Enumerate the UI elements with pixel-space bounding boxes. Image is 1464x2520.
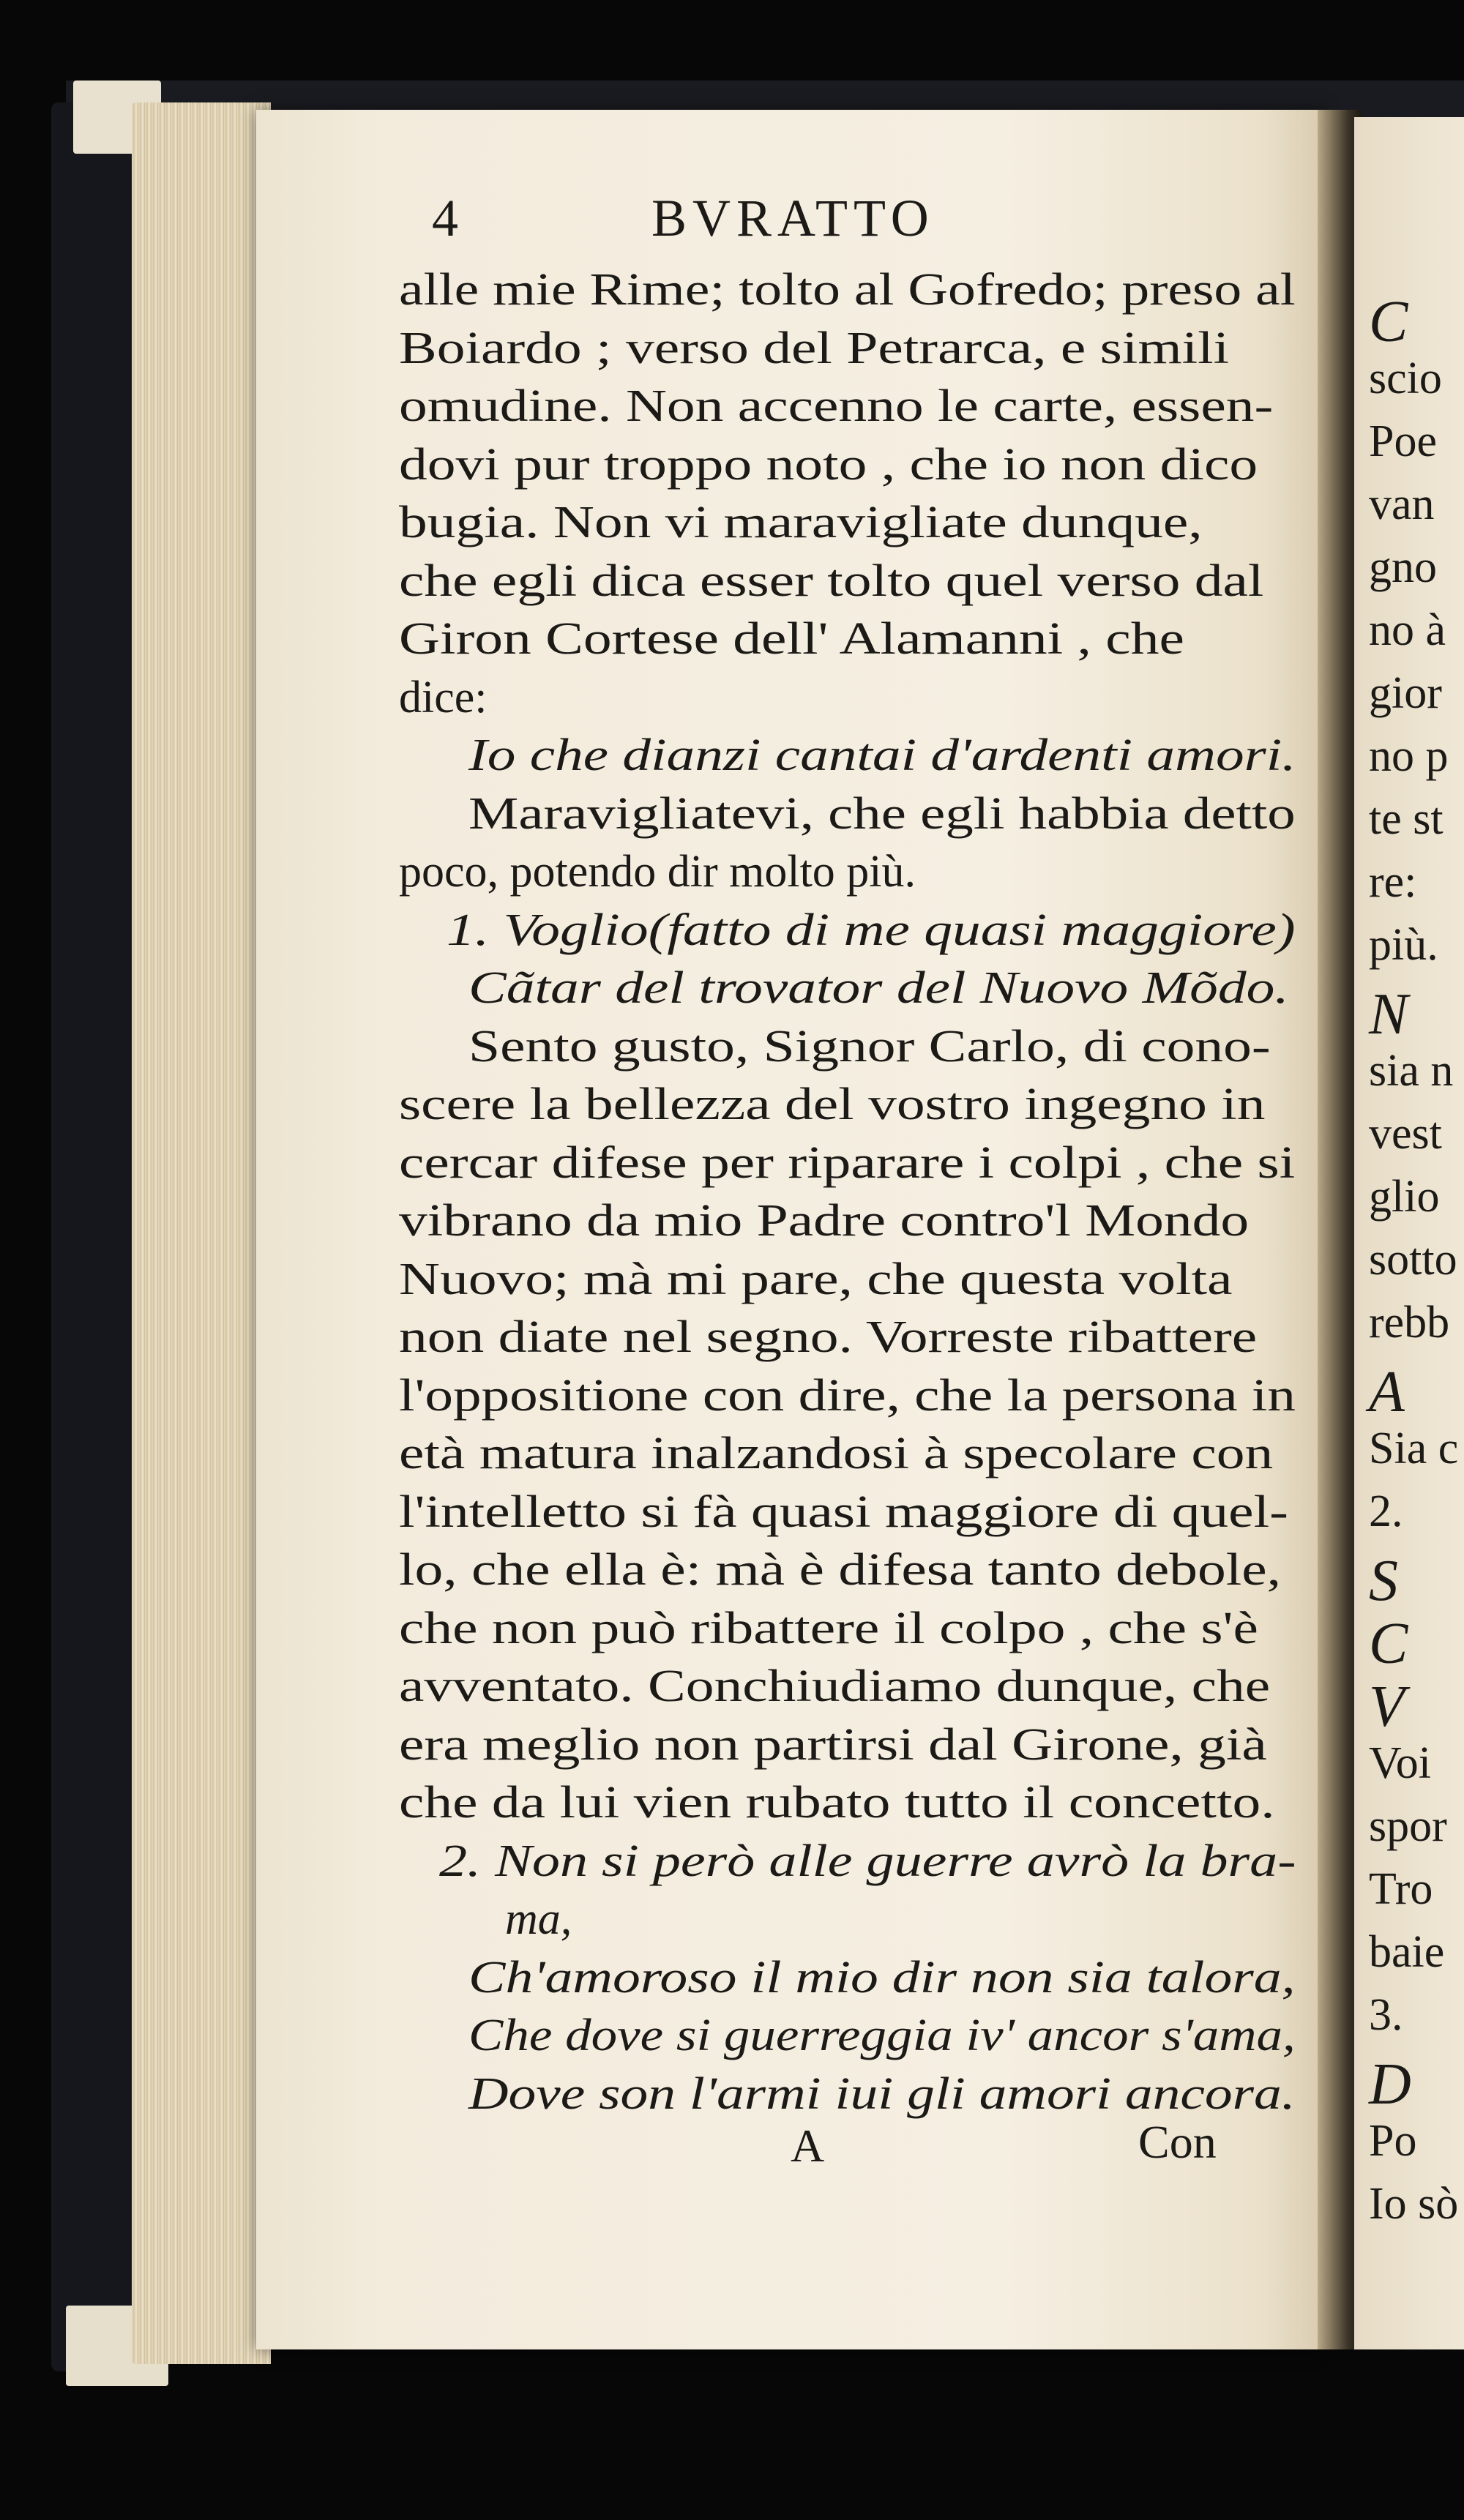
left-page — [256, 110, 1325, 2349]
right-page-line-25: spor — [1369, 1801, 1447, 1851]
text-line-16: cercar difese per riparare i colpi , che si — [399, 1137, 1296, 1188]
right-page-line-28: 3. — [1369, 1990, 1403, 2040]
right-page-line-8: no p — [1369, 731, 1449, 781]
right-page-line-13: sia n — [1369, 1046, 1454, 1096]
right-page-line-12: N — [1369, 982, 1408, 1047]
right-page-line-14: vest — [1369, 1109, 1442, 1159]
running-head: BVRATTO — [651, 189, 935, 247]
right-page-line-1: C — [1369, 290, 1408, 354]
text-line-24: che non può ribattere il colpo , che s'è — [399, 1603, 1258, 1653]
text-line-15: scere la bellezza del vostro ingegno in — [399, 1080, 1266, 1129]
right-page-line-22: C — [1369, 1612, 1408, 1676]
text-line-19: non diate nel segno. Vorreste ribattere — [399, 1312, 1258, 1362]
right-page-line-5: gno — [1369, 542, 1437, 592]
text-line-11: poco, potendo dir molto più. — [399, 847, 916, 897]
right-page-line-2: scio — [1369, 354, 1442, 403]
right-page-line-15: glio — [1369, 1172, 1440, 1222]
right-page-line-10: re: — [1369, 857, 1417, 907]
text-line-30: Ch'amoroso il mio dir non sia talora, — [468, 1952, 1296, 2003]
text-line-32: Dove son l'armi iui gli amori ancora. — [468, 2068, 1296, 2119]
text-line-27: che da lui vien rubato tutto il concetto. — [399, 1778, 1275, 1828]
catchword: Con — [1138, 2116, 1217, 2168]
right-page-line-26: Tro — [1369, 1864, 1433, 1914]
right-page-line-11: più. — [1369, 920, 1438, 970]
text-line-10: Maravigliatevi, che egli habbia detto — [468, 788, 1296, 839]
text-line-6: che egli dica esser tolto quel verso dal — [399, 556, 1264, 606]
right-page-line-21: S — [1369, 1549, 1398, 1613]
text-line-13: Cãtar del trovator del Nuovo Mõdo. — [468, 963, 1289, 1013]
text-line-2: Boiardo ; verso del Petrarca, e simili — [399, 323, 1230, 373]
right-page-line-6: no à — [1369, 605, 1446, 655]
text-line-9: Io che dianzi cantai d'ardenti amori. — [468, 730, 1296, 780]
text-line-4: dovi pur troppo noto , che io non dico — [399, 439, 1258, 490]
text-line-21: età matura inalzandosi à specolare con — [399, 1429, 1274, 1478]
text-line-17: vibrano da mio Padre contro'l Mondo — [399, 1196, 1250, 1246]
signature-mark: A — [791, 2120, 825, 2172]
text-line-31: Che dove si guerreggia iv' ancor s'ama, — [468, 2011, 1296, 2060]
text-line-1: alle mie Rime; tolto al Gofredo; preso al — [399, 265, 1296, 315]
text-line-12: 1. Voglio(fatto di me quasi maggiore) — [447, 905, 1296, 955]
text-line-28: 2. Non si però alle guerre avrò la bra- — [439, 1836, 1296, 1886]
text-line-29: ma, — [505, 1894, 572, 1944]
right-page-line-29: D — [1369, 2052, 1411, 2117]
right-page-line-16: sotto — [1369, 1235, 1457, 1285]
right-page-line-31: Io sò — [1369, 2179, 1459, 2229]
page-edges — [132, 102, 271, 2364]
text-line-7: Giron Cortese dell' Alamanni , che — [399, 614, 1184, 664]
text-line-3: omudine. Non accenno le carte, essen- — [399, 381, 1274, 431]
right-page-line-23: V — [1369, 1675, 1405, 1739]
right-page-line-18: A — [1369, 1360, 1405, 1424]
right-page-line-24: Voi — [1369, 1738, 1432, 1788]
right-page-line-20: 2. — [1369, 1487, 1403, 1536]
right-page-partial — [1354, 117, 1464, 2349]
text-line-22: l'intelletto si fà quasi maggiore di quel- — [399, 1487, 1288, 1537]
text-line-20: l'oppositione con dire, che la persona in — [399, 1370, 1296, 1421]
page-number: 4 — [432, 189, 458, 247]
text-line-25: avventato. Conchiudiamo dunque, che — [399, 1661, 1271, 1711]
text-line-18: Nuovo; mà mi pare, che questa volta — [399, 1254, 1233, 1304]
right-page-line-30: Po — [1369, 2116, 1417, 2166]
right-page-line-7: gior — [1369, 668, 1442, 718]
right-page-line-17: rebb — [1369, 1298, 1450, 1347]
right-page-line-19: Sia c — [1369, 1424, 1459, 1473]
right-page-line-27: baie — [1369, 1927, 1445, 1977]
text-line-26: era meglio non partirsi dal Girone, già — [399, 1719, 1267, 1770]
text-line-23: lo, che ella è: mà è difesa tanto debole, — [399, 1545, 1282, 1595]
text-line-14: Sento gusto, Signor Carlo, di cono- — [468, 1021, 1271, 1072]
right-page-line-3: Poe — [1369, 416, 1437, 466]
text-line-5: bugia. Non vi maravigliate dunque, — [399, 498, 1203, 547]
text-line-8: dice: — [399, 672, 488, 722]
right-page-line-9: te st — [1369, 794, 1444, 844]
right-page-line-4: van — [1369, 479, 1435, 529]
